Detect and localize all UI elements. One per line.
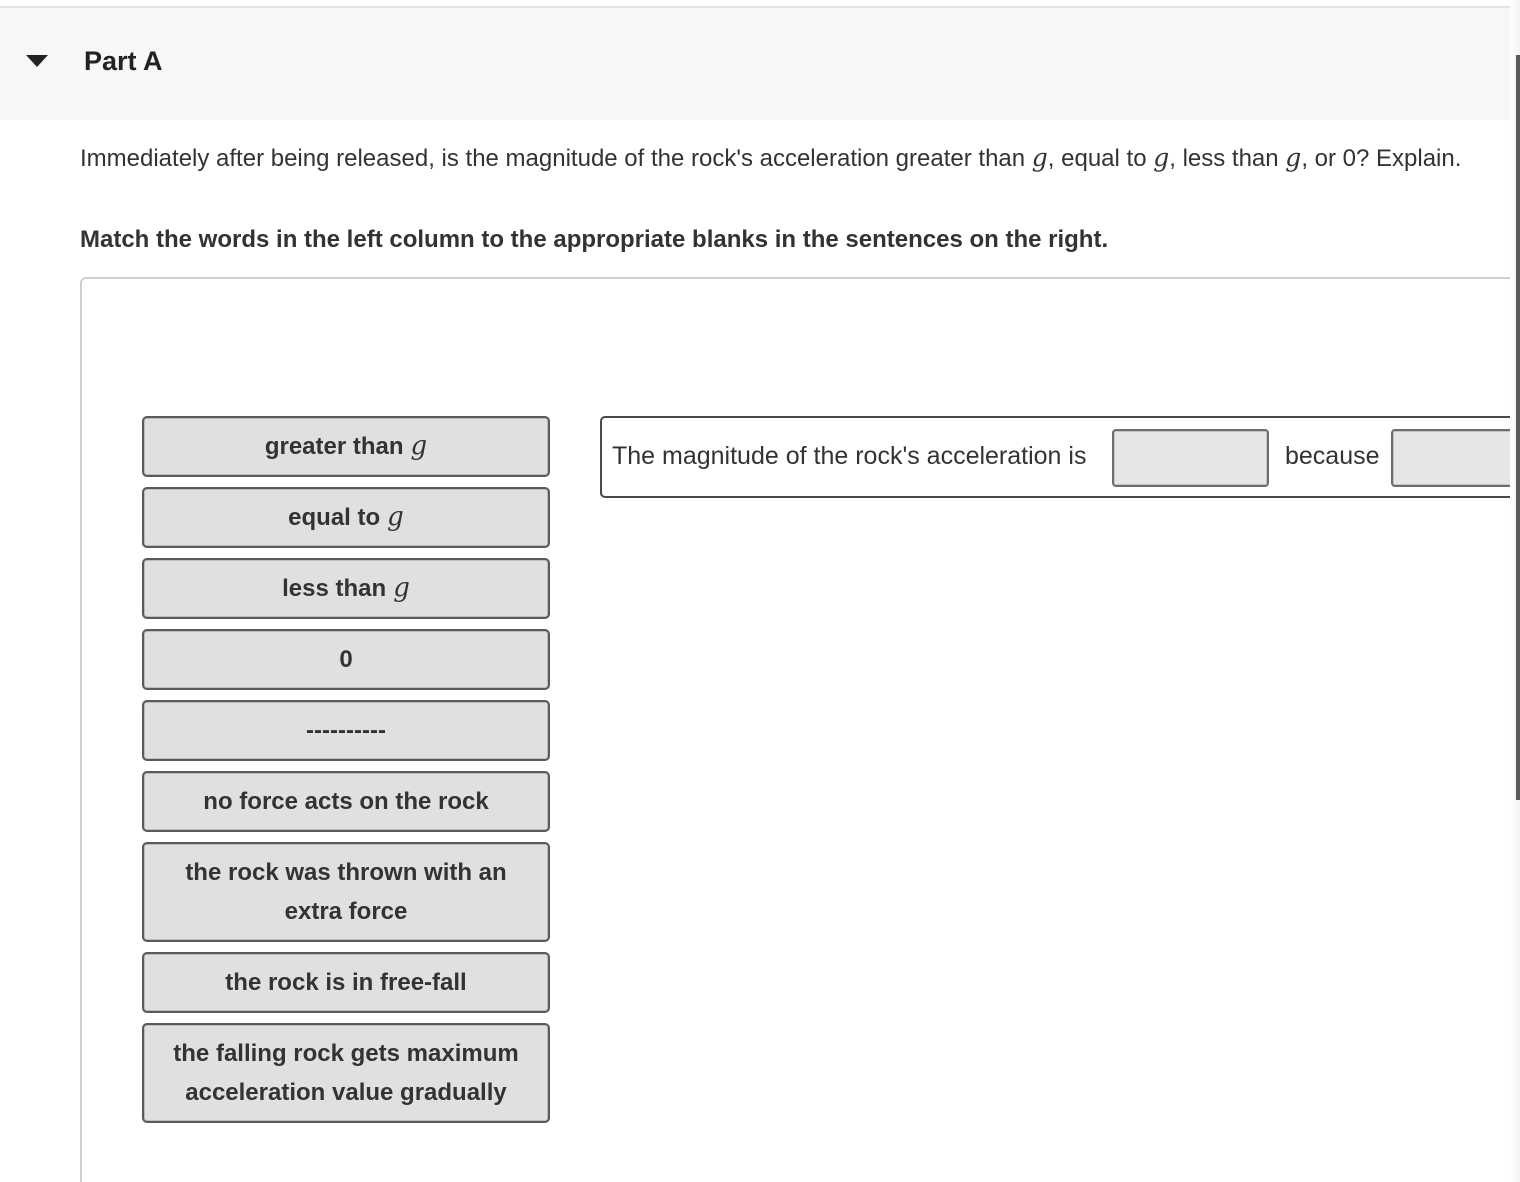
sentence-text: because bbox=[1285, 442, 1380, 470]
word-tile-max-acceleration[interactable] bbox=[142, 1023, 550, 1123]
scrollbar[interactable] bbox=[1516, 55, 1520, 800]
blank-drop-target-1[interactable] bbox=[1112, 429, 1269, 487]
question-segment: , or 0? Explain. bbox=[1301, 145, 1462, 172]
math-variable: g bbox=[1285, 143, 1302, 172]
math-variable: g bbox=[1153, 143, 1170, 172]
question-segment: , less than bbox=[1169, 145, 1286, 172]
word-tile-free-fall[interactable] bbox=[142, 952, 550, 1013]
question-segment: , equal to bbox=[1047, 145, 1154, 172]
word-tile-label: 0 bbox=[339, 646, 353, 673]
word-tile-label: greater than bbox=[264, 433, 404, 460]
math-variable: g bbox=[387, 502, 404, 532]
word-tile-label: the rock is in free-fall bbox=[225, 969, 467, 996]
word-tile-label: the falling rock gets maximum acceleration value gradually bbox=[173, 1040, 519, 1106]
math-variable: g bbox=[410, 431, 428, 461]
blank-drop-target-2[interactable] bbox=[1391, 429, 1520, 487]
question-text bbox=[80, 142, 1500, 175]
part-header[interactable] bbox=[0, 8, 1512, 120]
word-tile-equal-to-g[interactable] bbox=[142, 487, 550, 548]
word-tile-zero[interactable] bbox=[142, 629, 550, 690]
word-tile-extra-force[interactable] bbox=[142, 842, 550, 942]
sentence-text: The magnitude of the rock's acceleration is bbox=[612, 442, 1087, 470]
word-tile-less-than-g[interactable] bbox=[142, 558, 550, 619]
instruction-text: Match the words in the left column to the appropriate blanks in the sentences on the right. bbox=[80, 226, 1109, 253]
word-tile-greater-than-g[interactable] bbox=[142, 416, 550, 477]
word-tile-label: equal to bbox=[288, 504, 381, 531]
question-segment: Immediately after being released, is the magnitude of the rock's acceleration greater than bbox=[80, 145, 1032, 172]
caret-down-icon[interactable] bbox=[26, 55, 48, 67]
word-tile-dashes[interactable] bbox=[142, 700, 550, 761]
part-title: Part A bbox=[84, 46, 163, 76]
word-tile-label: less than bbox=[282, 575, 387, 602]
math-variable: g bbox=[1031, 143, 1048, 172]
sentence-box bbox=[600, 416, 1520, 498]
word-tile-label: ---------- bbox=[306, 717, 386, 744]
word-tile-label: the rock was thrown with an extra force bbox=[185, 859, 507, 925]
word-tile-label: no force acts on the rock bbox=[203, 788, 489, 815]
math-variable: g bbox=[393, 573, 410, 603]
word-tile-no-force[interactable] bbox=[142, 771, 550, 832]
